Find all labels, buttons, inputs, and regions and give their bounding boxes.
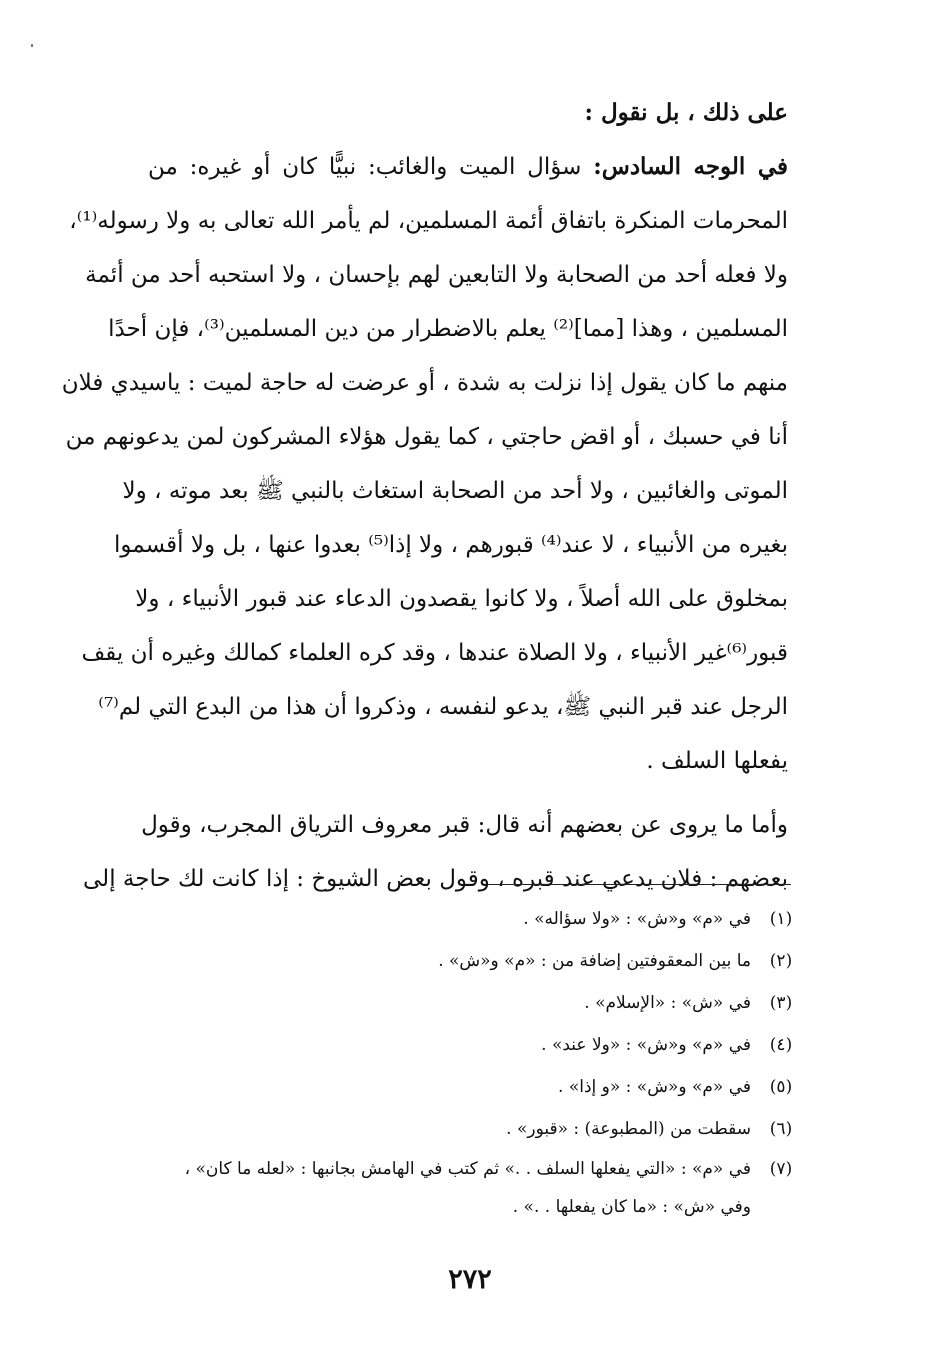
footnote: [135, 1066, 795, 1108]
text-line: الرجل عند قبر النبي ﷺ، يدعو لنفسه ، وذكروا أن هذا من البدع التي لم⁽⁷⁾: [98, 694, 788, 720]
footnote-number: (٢): [769, 951, 793, 971]
footnote: [135, 1108, 795, 1150]
footnote: [135, 1150, 795, 1226]
text-line: قبور⁽⁶⁾غير الأنبياء ، ولا الصلاة عندها ، وقد كره العلماء كمالك وغيره أن يقف: [81, 640, 788, 666]
text-line: على ذلك ، بل نقول :: [584, 99, 788, 126]
text-line: المسلمين ، وهذا [مما]⁽²⁾ يعلم بالاضطرار من دين المسلمين⁽³⁾، فإن أحدًا: [108, 316, 788, 342]
footnote-text: في «م» و«ش» : «ولا عند» .: [541, 1035, 751, 1055]
text-line: منهم ما كان يقول إذا نزلت به شدة ، أو عرضت له حاجة لميت : ياسيدي فلان: [61, 370, 788, 396]
text-line-rest: سؤال الميت والغائب: نبيًّا كان أو غيره: من: [148, 154, 594, 180]
footnote: [135, 898, 795, 940]
footnote: [135, 982, 795, 1024]
footnote: [135, 940, 795, 982]
text-line-heading: [148, 140, 788, 194]
footnote: [135, 1024, 795, 1066]
section-heading: في الوجه السادس:: [593, 153, 788, 180]
text-line: وأما ما يروى عن بعضهم أنه قال: قبر معروف الترياق المجرب، وقول: [141, 812, 788, 838]
main-text: [61, 86, 788, 906]
footnote-number: (٣): [769, 993, 793, 1013]
footnote-text: سقطت من (المطبوعة) : «قبور» .: [506, 1119, 751, 1139]
footnote-number: (١): [769, 909, 793, 929]
footnote-text: في «م» و«ش» : «ولا سؤاله» .: [523, 909, 751, 929]
text-line: يفعلها السلف .: [646, 748, 788, 774]
text-line: بغيره من الأنبياء ، لا عند⁽⁴⁾ قبورهم ، ولا إذا⁽⁵⁾ بعدوا عنها ، بل ولا أقسموا: [114, 532, 788, 558]
footnote-number: (٤): [769, 1035, 793, 1055]
footnote-text-continued: وفي «ش» : «ما كان يفعلها . .» .: [512, 1197, 751, 1217]
text-line: ولا فعله أحد من الصحابة ولا التابعين لهم بإحسان ، ولا استحبه أحد من أئمة: [85, 262, 788, 288]
text-line: الموتى والغائبين ، ولا أحد من الصحابة استغاث بالنبي ﷺ بعد موته ، ولا: [122, 478, 788, 504]
footnote-text: في «م» و«ش» : «و إذا» .: [558, 1077, 751, 1097]
text-line: بمخلوق على الله أصلاً ، ولا كانوا يقصدون الدعاء عند قبور الأنبياء ، ولا: [135, 586, 788, 612]
text-line: أنا في حسبك ، أو اقض حاجتي ، كما يقول هؤلاء المشركون لمن يدعونهم من: [65, 424, 788, 450]
paragraph-gap: [148, 788, 788, 798]
footnote-text: في «م» : «التي يفعلها السلف . .» ثم كتب في الهامش بجانبها : «لعله ما كان» ،: [184, 1159, 751, 1179]
footnote-number: (٦): [769, 1119, 793, 1139]
footnotes: [135, 898, 795, 1226]
scan-speck: [31, 44, 33, 47]
page-number: ٢٧٢: [448, 1264, 492, 1295]
text-line: بعضهم : فلان يدعي عند قبره ، وقول بعض الشيوخ : إذا كانت لك حاجة إلى: [83, 866, 788, 892]
footnote-text: ما بين المعقوفتين إضافة من : «م» و«ش» .: [438, 951, 751, 971]
footnote-number: (٧): [769, 1159, 793, 1179]
text-line: المحرمات المنكرة باتفاق أئمة المسلمين، لم يأمر الله تعالى به ولا رسوله⁽¹⁾،: [69, 208, 788, 234]
footnote-number: (٥): [769, 1077, 793, 1097]
footnote-separator: [488, 884, 791, 885]
footnote-text: في «ش» : «الإسلام» .: [584, 993, 751, 1013]
